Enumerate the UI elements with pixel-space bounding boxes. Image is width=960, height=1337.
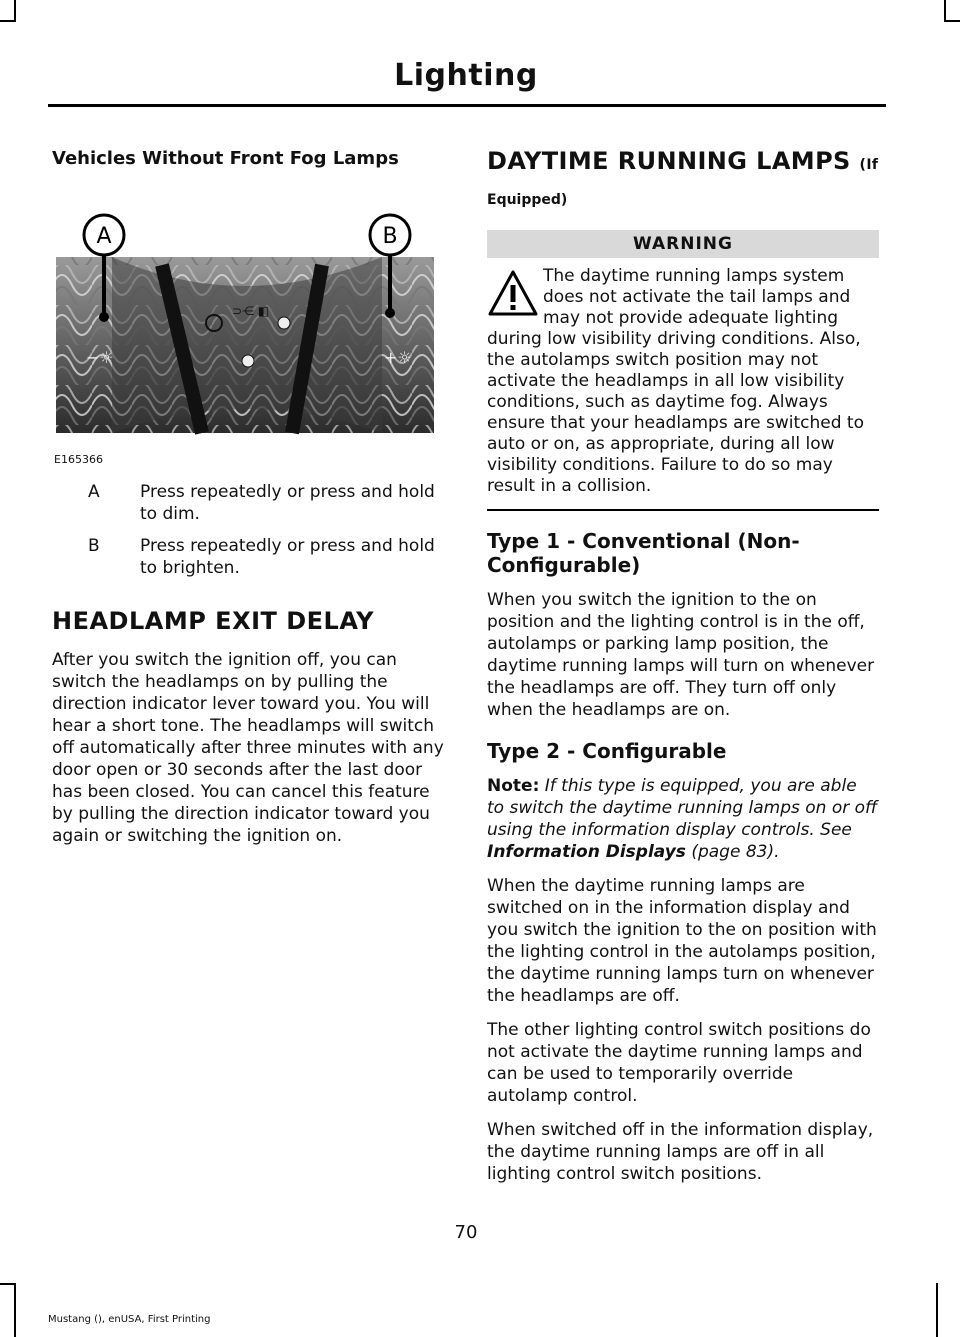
drl-title-suffix2: Equipped) <box>487 192 568 208</box>
type2-para-2: The other lighting control switch positions do not activate the daytime running lamps and can be used to temporarily override autolamp control. <box>487 1020 871 1106</box>
crop-mark <box>14 0 16 22</box>
type2-para-1: When the daytime running lamps are switched on in the information display and you switch the ignition to the on position with the lighting control in the autolamps position, the daytime running lamps turn on whenever the headlamps are off. <box>487 876 877 1006</box>
crop-mark <box>0 1283 16 1285</box>
callout-b: B <box>382 224 398 249</box>
right-column <box>487 140 879 1197</box>
type2-title: Type 2 - Configurable <box>487 739 727 763</box>
header-rule <box>48 104 886 107</box>
page-number: 70 <box>454 1222 478 1243</box>
legend-row <box>52 481 444 525</box>
dimmer-switch-illustration <box>52 185 434 447</box>
svg-text:+☼: +☼ <box>384 348 412 367</box>
crop-mark <box>0 20 16 22</box>
figure-legend <box>52 481 444 579</box>
type1-title: Type 1 - Conventional (Non-Configurable) <box>487 529 800 577</box>
footer-text: Mustang (), enUSA, First Printing <box>48 1314 211 1325</box>
callout-a: A <box>96 224 112 249</box>
legend-row <box>52 535 444 579</box>
warning-rule <box>487 509 879 511</box>
svg-text:⊃⋲ ◧: ⊃⋲ ◧ <box>232 304 270 318</box>
crop-mark <box>944 0 946 22</box>
legend-key: B <box>88 536 100 556</box>
legend-text: Press repeatedly or press and hold to dim. <box>140 482 435 524</box>
drl-title <box>487 146 879 180</box>
note-page-ref: (page 83). <box>691 842 780 862</box>
drl-title-suffix: (If <box>859 157 879 173</box>
dimmer-figure <box>52 185 434 466</box>
warning-text: The daytime running lamps system does not activate the tail lamps and may not provide adequate lighting during low visibility driving conditions. Also, the autolamps switch position may not activate the headlamps in all low visibility conditions, such as daytime fog. Always ensure that your headlamps are switched to auto or on, as appropriate, during all low visibility conditions. Failure to do so may result in a collision. <box>487 266 864 496</box>
exit-delay-title: HEADLAMP EXIT DELAY <box>52 607 374 635</box>
type1-body: When you switch the ignition to the on position and the lighting control is in the off, autolamps or parking lamp position, the daytime running lamps will turn on whenever the headlamps are off. They turn off only when the headlamps are on. <box>487 590 875 720</box>
warning-banner: WARNING <box>487 230 879 258</box>
exit-delay-body: After you switch the ignition off, you can switch the headlamps on by pulling the direction indicator lever toward you. You will hear a short tone. The headlamps will switch off automatically after three minutes with any door open or 30 seconds after the last door has been closed. You can cancel this feature by pulling the direction indicator toward you again or switching the ignition on. <box>52 650 444 846</box>
type2-para-3: When switched off in the information display, the daytime running lamps are off in all lighting control switch positions. <box>487 1120 874 1184</box>
left-column <box>52 140 444 859</box>
crop-mark <box>14 1283 16 1337</box>
svg-text:−☼: −☼ <box>86 348 114 367</box>
legend-key: A <box>88 482 100 502</box>
drl-title-text: DAYTIME RUNNING LAMPS <box>487 147 851 175</box>
note-text: If this type is equipped, you are able to switch the daytime running lamps on or off using the information display controls. See <box>487 776 878 840</box>
subheading: Vehicles Without Front Fog Lamps <box>52 148 399 169</box>
note-label: Note: <box>487 776 540 796</box>
information-displays-link[interactable]: Information Displays <box>487 842 686 862</box>
warning-triangle-icon <box>487 268 539 320</box>
page-title: Lighting <box>394 58 538 93</box>
figure-code: E165366 <box>54 453 103 466</box>
warning-box <box>487 266 879 497</box>
crop-mark <box>944 20 960 22</box>
legend-text: Press repeatedly or press and hold to brighten. <box>140 536 435 578</box>
type2-note <box>487 775 879 863</box>
crop-mark <box>936 1283 938 1337</box>
